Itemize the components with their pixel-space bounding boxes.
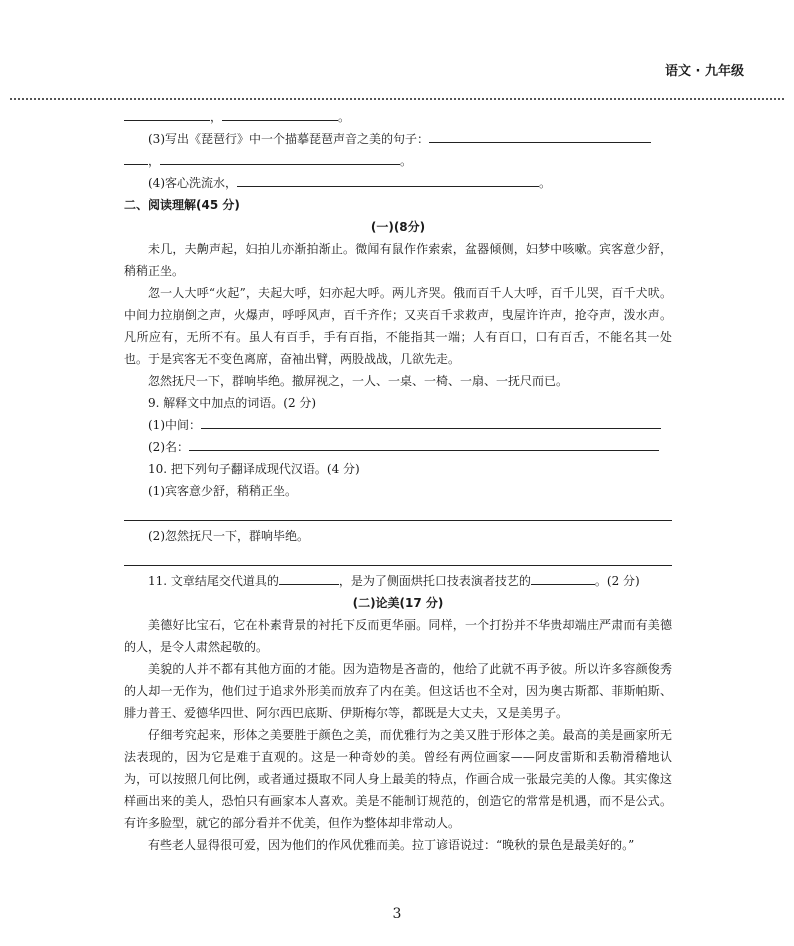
answer-blank[interactable] xyxy=(160,150,400,165)
question-10-1: (1)宾客意少舒，稍稍正坐。 xyxy=(148,484,297,498)
punct: ， xyxy=(148,154,161,168)
punct: ， xyxy=(210,110,223,124)
answer-blank[interactable] xyxy=(201,414,661,429)
essay-paragraph: 仔细考究起来，形体之美要胜于颜色之美，而优雅行为之美又胜于形体之美。最高的美是画家所无法表现的，因为它是难于直观的。这是一种奇妙的美。曾经有两位画家——阿皮雷斯和丢勒滑稽地认为，可以按照几何比例，或者通过摄取不同人身上最美的特点，作画合成一张最完美的人像。其实像这样画出来的美人，恐怕只有画家本人喜欢。美是不能制订规范的，创造它的常常是机遇，而不是公式。有许多脸型，就它的部分看并不优美，但作为整体却非常动人。 xyxy=(124,728,672,830)
question-9-2-label: (2)名： xyxy=(148,440,189,454)
answer-blank[interactable] xyxy=(279,570,339,585)
answer-blank[interactable] xyxy=(531,570,595,585)
punct: 。 xyxy=(539,176,552,190)
header-subject: 语文 · 九年级 xyxy=(665,64,744,79)
question-9-1-label: (1)中间： xyxy=(148,418,201,432)
page-number: 3 xyxy=(392,906,402,922)
question-9: 9. 解释文中加点的词语。(2 分) xyxy=(148,396,317,410)
question-11-text: ，是为了侧面烘托口技表演者技艺的 xyxy=(338,574,531,588)
question-11-text: 。(2 分) xyxy=(594,574,640,588)
answer-blank[interactable] xyxy=(237,172,539,187)
question-9-2 xyxy=(124,436,672,458)
question-11-text: 11. 文章结尾交代道具的 xyxy=(148,574,279,588)
dotted-separator xyxy=(10,98,784,100)
question-3-cont xyxy=(124,150,672,172)
question-3 xyxy=(148,128,672,150)
answer-blank[interactable] xyxy=(124,106,210,121)
answer-line-prev xyxy=(124,106,672,128)
question-10-2: (2)忽然抚尺一下，群响毕绝。 xyxy=(148,529,309,543)
part1-title: (一)(8分) xyxy=(370,220,426,234)
punct: 。 xyxy=(400,154,413,168)
passage-paragraph: 未几，夫齁声起，妇拍儿亦渐拍渐止。微闻有鼠作作索索，盆器倾侧，妇梦中咳嗽。宾客意少舒，稍稍正坐。 xyxy=(124,242,672,278)
question-4 xyxy=(148,172,672,194)
punct: 。 xyxy=(338,110,351,124)
answer-blank[interactable] xyxy=(124,549,672,566)
passage-paragraph: 忽然抚尺一下，群响毕绝。撤屏视之，一人、一桌、一椅、一扇、一抚尺而已。 xyxy=(148,374,569,388)
question-4-text: (4)客心洗流水， xyxy=(148,176,237,190)
question-10: 10. 把下列句子翻译成现代汉语。(4 分) xyxy=(148,462,360,476)
answer-blank[interactable] xyxy=(222,106,338,121)
answer-blank[interactable] xyxy=(124,504,672,521)
answer-blank[interactable] xyxy=(189,436,659,451)
question-3-text: (3)写出《琵琶行》中一个描摹琵琶声音之美的句子： xyxy=(148,132,430,146)
answer-blank[interactable] xyxy=(429,128,651,143)
answer-blank[interactable] xyxy=(124,150,148,165)
part2-title: (二)论美(17 分) xyxy=(352,596,444,610)
section-heading: 二、阅读理解(45 分) xyxy=(124,198,240,212)
passage-paragraph: 忽一人大呼“火起”，夫起大呼，妇亦起大呼。两儿齐哭。俄而百千人大呼，百千儿哭，百千犬吠。中间力拉崩倒之声，火爆声，呼呼风声，百千齐作；又夹百千求救声，曳屋许许声，抢夺声，泼水声。凡所应有，无所不有。虽人有百手，手有百指，不能指其一端；人有百口，口有百舌，不能名其一处也。于是宾客无不变色离席，奋袖出臂，两股战战，几欲先走。 xyxy=(124,286,672,366)
question-9-1 xyxy=(124,414,672,436)
essay-paragraph: 有些老人显得很可爱，因为他们的作风优雅而美。拉丁谚语说过：“晚秋的景色是最美好的。” xyxy=(148,838,635,852)
page-content xyxy=(124,106,672,856)
question-11 xyxy=(124,570,672,592)
essay-paragraph: 美德好比宝石，它在朴素背景的衬托下反而更华丽。同样，一个打扮并不华贵却端庄严肃而有美德的人，是令人肃然起敬的。 xyxy=(124,618,672,654)
essay-paragraph: 美貌的人并不都有其他方面的才能。因为造物是吝啬的，他给了此就不再予彼。所以许多容颜俊秀的人却一无作为，他们过于追求外形美而放弃了内在美。但这话也不全对，因为奥古斯都、菲斯帕斯、腓力普王、爱德华四世、阿尔西巴底斯、伊斯梅尔等，都既是大丈夫，又是美男子。 xyxy=(124,662,672,720)
